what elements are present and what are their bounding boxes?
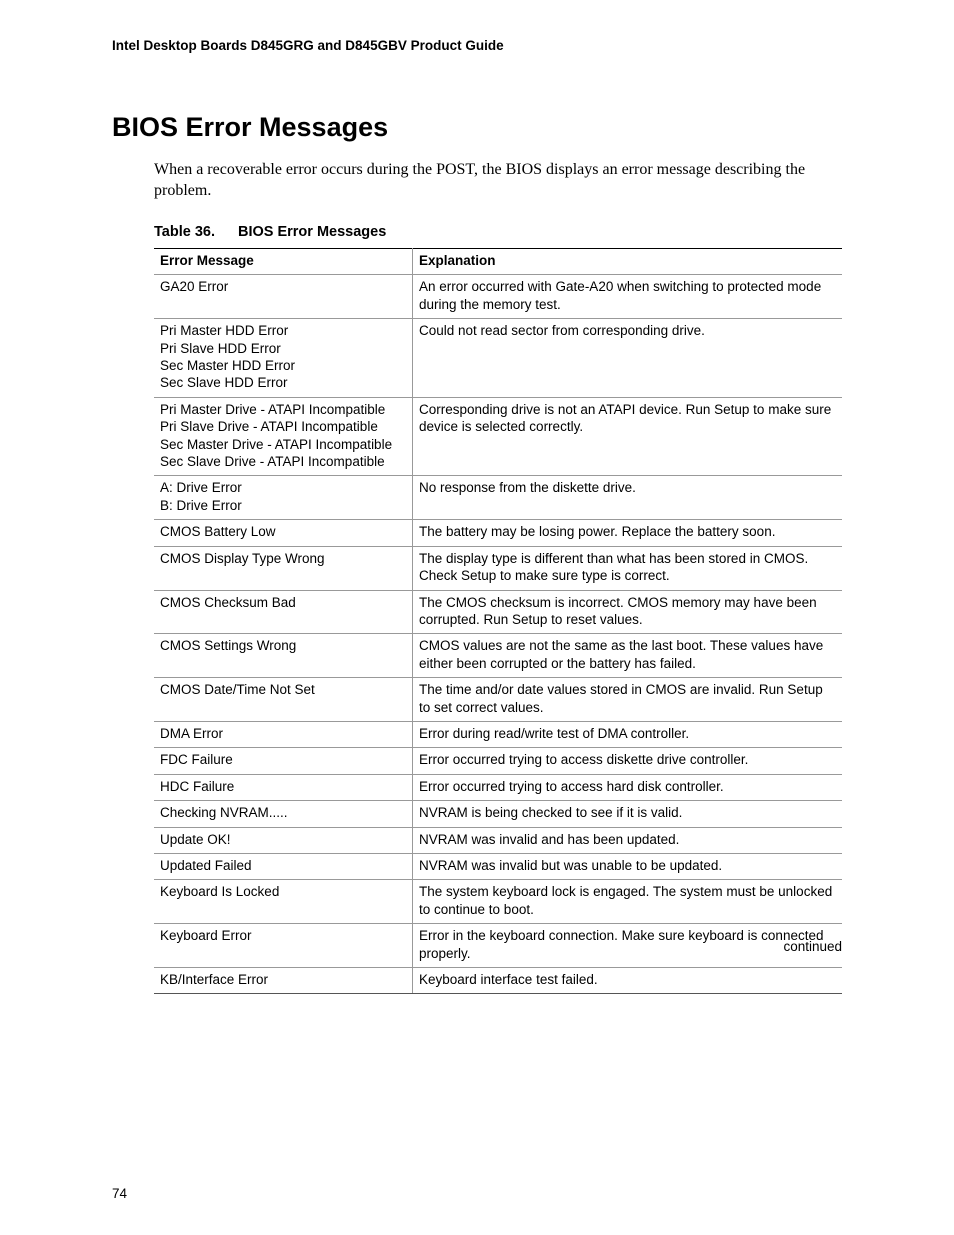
- explanation-cell: The battery may be losing power. Replace the battery soon.: [413, 520, 843, 546]
- explanation-cell: No response from the diskette drive.: [413, 476, 843, 520]
- error-message-cell: [154, 968, 413, 994]
- explanation-cell: NVRAM is being checked to see if it is valid.: [413, 801, 843, 827]
- table-row: [154, 476, 842, 520]
- table-row: [154, 827, 842, 853]
- error-message-line: CMOS Date/Time Not Set: [160, 682, 315, 698]
- error-message-line: Keyboard Is Locked: [160, 884, 280, 900]
- table-row: [154, 748, 842, 774]
- error-message-cell: [154, 801, 413, 827]
- explanation-cell: NVRAM was invalid and has been updated.: [413, 827, 843, 853]
- error-message-line: FDC Failure: [160, 752, 233, 768]
- error-message-cell: [154, 546, 413, 590]
- table-row: [154, 880, 842, 924]
- error-message-cell: [154, 827, 413, 853]
- table-header-row: [154, 249, 842, 275]
- error-message-cell: [154, 748, 413, 774]
- running-header: Intel Desktop Boards D845GRG and D845GBV Product Guide: [112, 38, 504, 53]
- explanation-cell: CMOS values are not the same as the last boot. These values have either been corrupted or the battery has failed.: [413, 634, 843, 678]
- error-message-line: GA20 Error: [160, 279, 229, 295]
- page-number: 74: [112, 1186, 128, 1201]
- explanation-cell: Error in the keyboard connection. Make sure keyboard is connected properly.: [413, 924, 843, 968]
- table-row: [154, 774, 842, 800]
- explanation-cell: Keyboard interface test failed.: [413, 968, 843, 994]
- error-message-line: B: Drive Error: [160, 497, 242, 513]
- error-message-cell: [154, 520, 413, 546]
- explanation-cell: The time and/or date values stored in CMOS are invalid. Run Setup to set correct values.: [413, 678, 843, 722]
- error-message-line: CMOS Settings Wrong: [160, 638, 297, 654]
- error-message-line: KB/Interface Error: [160, 972, 269, 987]
- explanation-cell: The system keyboard lock is engaged. The system must be unlocked to continue to boot.: [413, 880, 843, 924]
- explanation-cell: Corresponding drive is not an ATAPI device. Run Setup to make sure device is selected correctly.: [413, 397, 843, 476]
- explanation-cell: Error during read/write test of DMA controller.: [413, 721, 843, 747]
- table-row: [154, 801, 842, 827]
- error-message-line: Pri Slave HDD Error: [160, 340, 281, 356]
- error-message-line: Pri Master HDD Error: [160, 323, 289, 339]
- error-message-line: Sec Slave HDD Error: [160, 375, 288, 391]
- table-row: [154, 275, 842, 319]
- table-caption-number: Table 36.: [154, 224, 215, 240]
- explanation-cell: The display type is different than what has been stored in CMOS. Check Setup to make sure type is correct.: [413, 546, 843, 590]
- continued-label: continued: [783, 939, 842, 954]
- explanation-cell: An error occurred with Gate-A20 when switching to protected mode during the memory test.: [413, 275, 843, 319]
- error-message-line: Keyboard Error: [160, 928, 252, 944]
- error-message-line: Pri Master Drive - ATAPI Incompatible: [160, 401, 386, 417]
- table-row: [154, 721, 842, 747]
- column-header-error-message: Error Message: [154, 249, 413, 275]
- error-message-line: Sec Slave Drive - ATAPI Incompatible: [160, 454, 385, 470]
- error-message-cell: [154, 590, 413, 634]
- error-message-cell: [154, 319, 413, 398]
- table-row: [154, 546, 842, 590]
- error-message-cell: [154, 721, 413, 747]
- table-row: [154, 678, 842, 722]
- explanation-cell: Error occurred trying to access diskette drive controller.: [413, 748, 843, 774]
- bios-error-table: [154, 248, 842, 994]
- table-row: [154, 924, 842, 968]
- error-message-cell: [154, 275, 413, 319]
- error-message-line: Pri Slave Drive - ATAPI Incompatible: [160, 419, 378, 435]
- table-row: [154, 520, 842, 546]
- table-row: [154, 590, 842, 634]
- explanation-cell: The CMOS checksum is incorrect. CMOS memory may have been corrupted. Run Setup to reset values.: [413, 590, 843, 634]
- table-caption-title: BIOS Error Messages: [238, 224, 387, 240]
- table-row: [154, 397, 842, 476]
- page-title: BIOS Error Messages: [112, 112, 389, 142]
- explanation-cell: Could not read sector from corresponding drive.: [413, 319, 843, 398]
- error-message-line: CMOS Display Type Wrong: [160, 550, 325, 566]
- table-caption: [154, 224, 386, 240]
- error-message-cell: [154, 924, 413, 968]
- error-message-cell: [154, 634, 413, 678]
- error-message-line: DMA Error: [160, 725, 224, 741]
- error-message-line: Sec Master Drive - ATAPI Incompatible: [160, 436, 393, 452]
- error-message-line: CMOS Checksum Bad: [160, 594, 296, 610]
- table-row: [154, 968, 842, 994]
- error-message-cell: [154, 880, 413, 924]
- table-row: [154, 319, 842, 398]
- table-row: [154, 634, 842, 678]
- error-message-cell: [154, 397, 413, 476]
- error-message-line: Update OK!: [160, 831, 231, 847]
- error-message-cell: [154, 853, 413, 879]
- error-message-line: Checking NVRAM.....: [160, 805, 288, 821]
- table-row: [154, 853, 842, 879]
- table-body: [154, 275, 842, 994]
- explanation-cell: Error occurred trying to access hard disk controller.: [413, 774, 843, 800]
- error-message-cell: [154, 678, 413, 722]
- error-message-line: CMOS Battery Low: [160, 524, 276, 540]
- explanation-cell: NVRAM was invalid but was unable to be updated.: [413, 853, 843, 879]
- intro-paragraph: When a recoverable error occurs during the POST, the BIOS displays an error message describing the problem.: [154, 161, 806, 199]
- error-message-line: HDC Failure: [160, 778, 235, 794]
- error-message-cell: [154, 774, 413, 800]
- error-message-line: Updated Failed: [160, 857, 252, 873]
- column-header-explanation: Explanation: [413, 249, 843, 275]
- error-message-line: Sec Master HDD Error: [160, 358, 296, 374]
- error-message-line: A: Drive Error: [160, 480, 242, 496]
- error-message-cell: [154, 476, 413, 520]
